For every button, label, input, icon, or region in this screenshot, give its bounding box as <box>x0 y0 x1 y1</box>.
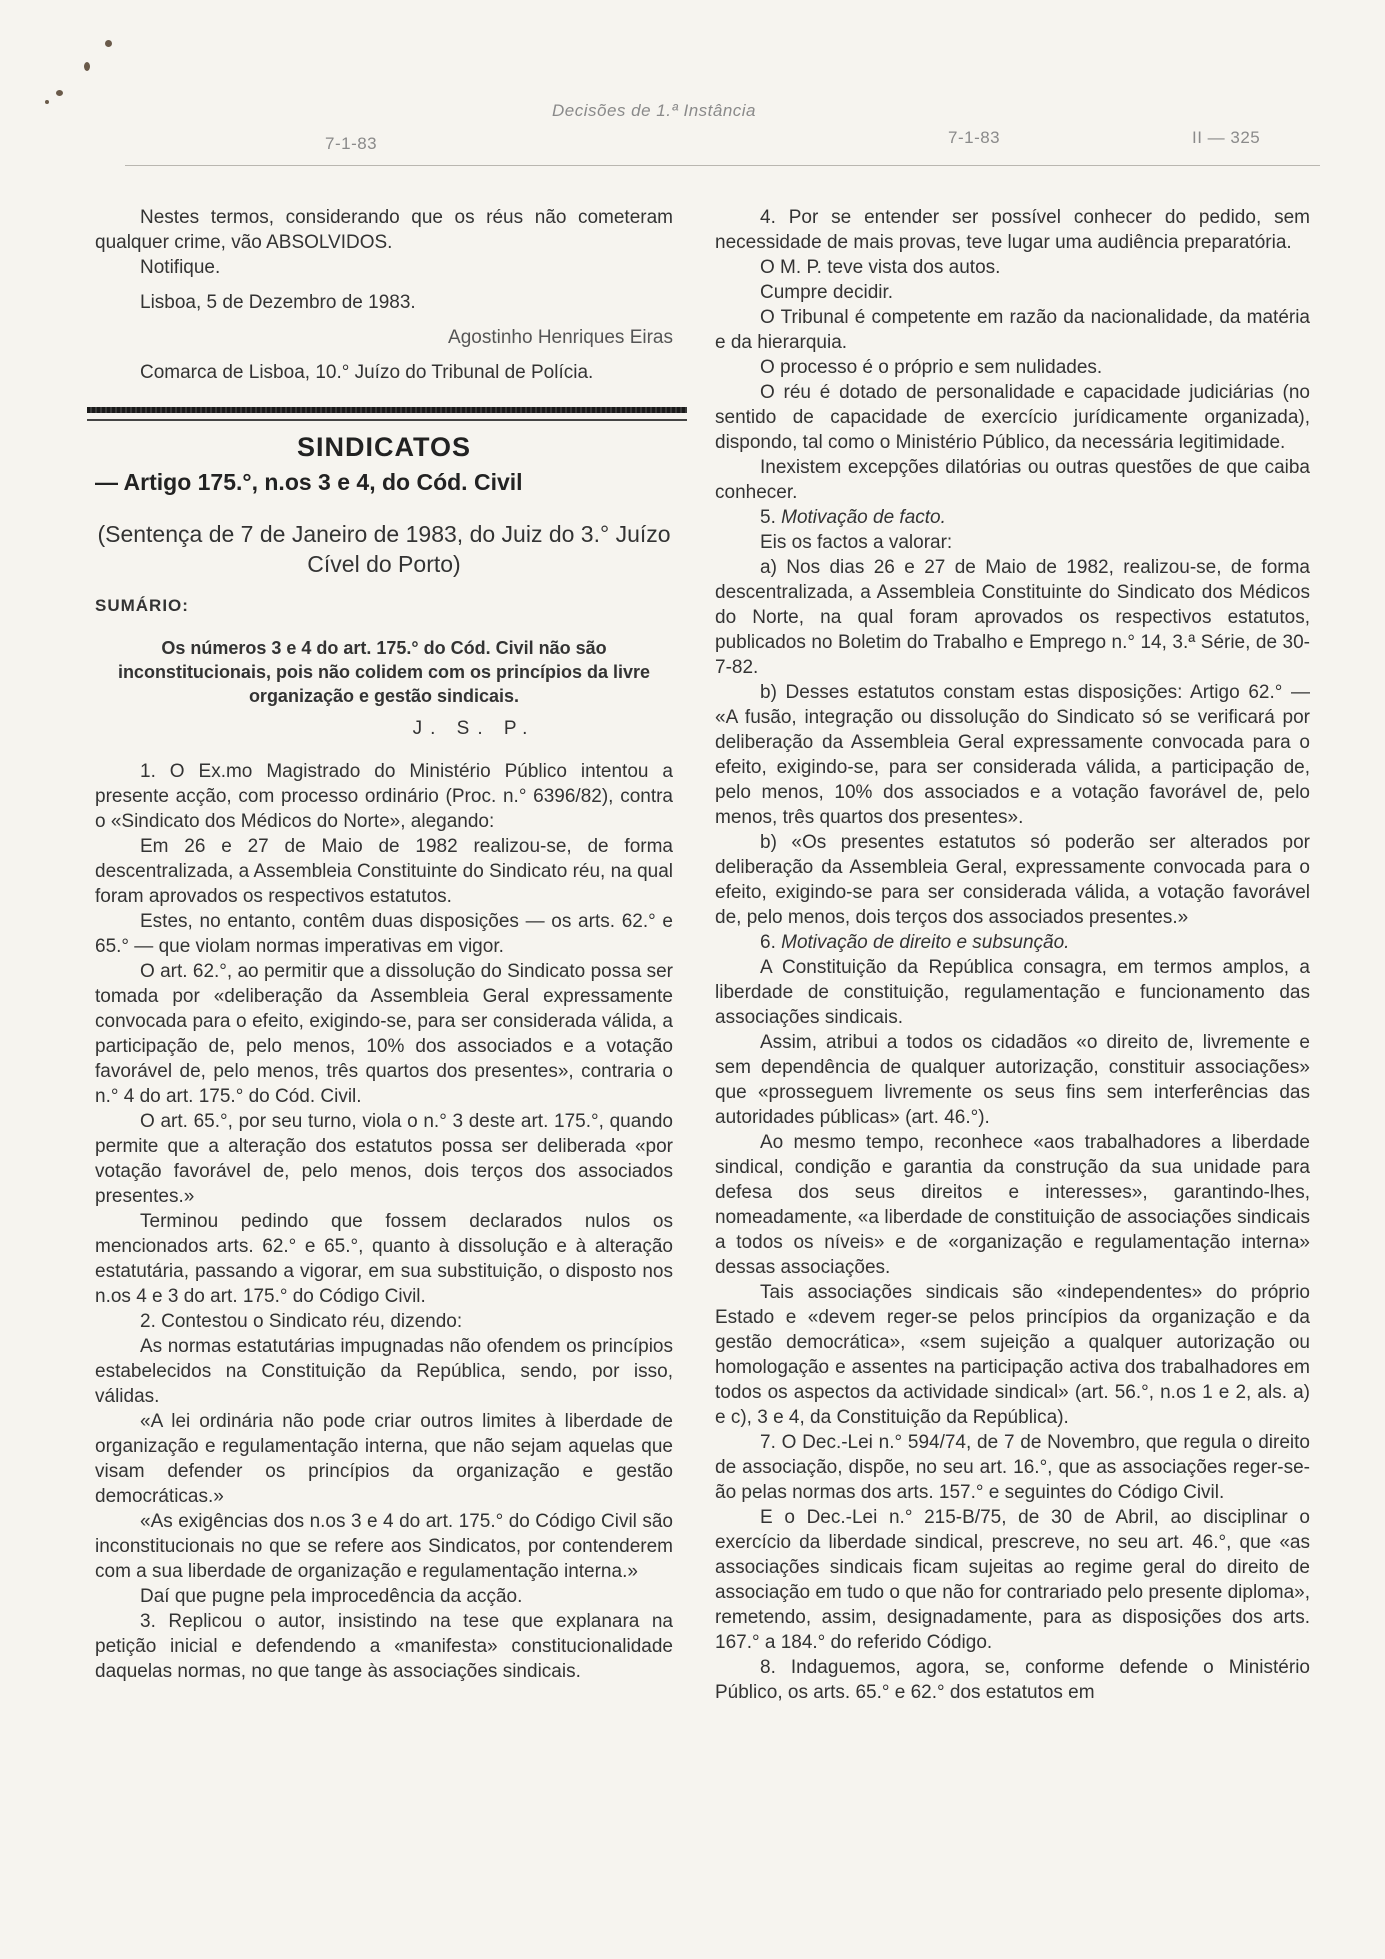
article-reference: — Artigo 175.°, n.os 3 e 4, do Cód. Civil <box>95 469 523 495</box>
body-paragraph: O Tribunal é competente em razão da nacionalidade, da matéria e da hierarquia. <box>715 307 1310 353</box>
author-initials: J. S. P. <box>412 718 536 739</box>
body-paragraph: 1. O Ex.mo Magistrado do Ministério Público intentou a presente acção, com processo ordinário (Proc. n.° 6396/82), contra o «Sindicato dos Médicos do Norte», alegando: <box>95 761 673 832</box>
subheading-law: 6. Motivação de direito e subsunção. <box>760 932 1070 953</box>
body-paragraph: Tais associações sindicais são «independentes» do próprio Estado e «devem reger-se pelos princípios da organização e da gestão democrática», «sem sujeição a qualquer autorização ou homologação e assentes na participação activa dos trabalhadores em todos os aspectos da actividade sindical» (art. 56.°, n.os 1 e 2, als. a) e c), 3 e 4, da Constituição da República). <box>715 1282 1310 1428</box>
section-divider <box>87 407 687 413</box>
header-left-date: 7-1-83 <box>325 134 378 153</box>
body-paragraph: A Constituição da República consagra, em termos amplos, a liberdade de constituição, regulamentação e funcionamento das associações sindicais. <box>715 957 1310 1028</box>
body-paragraph: E o Dec.-Lei n.° 215-B/75, de 30 de Abril, ao disciplinar o exercício da liberdade sindical, prescreve, no seu art. 46.°, que «as associações sindicais ficam sujeitas ao regime geral do direito de associação em tudo o que não for contrariado pelo presente diploma», remetendo, assim, designadamente, para as disposições dos arts. 167.° a 184.° do referido Código. <box>715 1507 1310 1653</box>
body-paragraph: 2. Contestou o Sindicato réu, dizendo: <box>140 1311 463 1332</box>
court-line: Comarca de Lisboa, 10.° Juízo do Tribunal de Polícia. <box>140 362 594 383</box>
body-paragraph: «As exigências dos n.os 3 e 4 do art. 175.° do Código Civil são inconstitucionais no que se refere aos Sindicatos, por contenderem com a sua liberdade de organização e regulamentação interna.» <box>95 1511 673 1582</box>
closing-paragraph: Nestes termos, considerando que os réus não cometeram qualquer crime, vão ABSOLVIDOS. <box>95 207 673 253</box>
body-paragraph: 8. Indaguemos, agora, se, conforme defende o Ministério Público, os arts. 65.° e 62.° dos estatutos em <box>715 1657 1310 1703</box>
page-header <box>0 96 1385 156</box>
body-paragraph: As normas estatutárias impugnadas não ofendem os princípios estabelecidos na Constituição da República, sendo, por isso, válidas. <box>95 1336 673 1407</box>
body-paragraph: b) Desses estatutos constam estas disposições: Artigo 62.° — «A fusão, integração ou dissolução do Sindicato só se verificará por deliberação da Assembleia Geral expressamente convocada para o efeito, exigindo-se, para ser considerada válida, a participação de, pelo menos, 10% dos associados e a votação favorável de, pelo menos, três quartos dos presentes». <box>715 682 1310 828</box>
body-paragraph: O M. P. teve vista dos autos. <box>760 257 1001 278</box>
ink-speck <box>84 62 90 71</box>
body-paragraph: 4. Por se entender ser possível conhecer do pedido, sem necessidade de mais provas, teve lugar uma audiência preparatória. <box>715 207 1310 253</box>
body-paragraph: O réu é dotado de personalidade e capacidade judiciárias (no sentido de capacidade de exercício jurídicamente organizada), dispondo, tal como o Ministério Público, da necessária legitimidade. <box>715 382 1310 453</box>
body-paragraph: Terminou pedindo que fossem declarados nulos os mencionados arts. 62.° e 65.°, quanto à dissolução e à alteração estatutária, passando a vigorar, em sua substituição, o disposto nos n.os 4 e 3 do art. 175.° do Código Civil. <box>95 1211 673 1307</box>
notify-line: Notifique. <box>140 257 221 278</box>
header-page-ref: II — 325 <box>1192 128 1261 147</box>
sentence-heading: (Sentença de 7 de Janeiro de 1983, do Juiz do 3.° Juízo Cível do Porto) <box>97 521 671 577</box>
body-paragraph: Inexistem excepções dilatórias ou outras questões de que caiba conhecer. <box>715 457 1310 503</box>
header-rule <box>125 165 1320 166</box>
body-paragraph: 7. O Dec.-Lei n.° 594/74, de 7 de Novembro, que regula o direito de associação, dispõe, no seu art. 16.°, que as associações reger-se-ão pelas normas dos arts. 157.° e seguintes do Código Civil. <box>715 1432 1310 1503</box>
body-paragraph: a) Nos dias 26 e 27 de Maio de 1982, realizou-se, de forma descentralizada, a Assembleia Constituinte do Sindicato dos Médicos do Norte, na qual foram aprovados os respectivos estatutos, publicados no Boletim do Trabalho e Emprego n.° 14, 3.ª Série, de 30-7-82. <box>715 557 1310 678</box>
header-title: Decisões de 1.ª Instância <box>552 101 757 120</box>
left-column <box>95 205 673 1684</box>
summary-label: SUMÁRIO: <box>95 596 189 615</box>
body-paragraph: Eis os factos a valorar: <box>760 532 953 553</box>
body-paragraph: Daí que pugne pela improcedência da acção. <box>140 1586 523 1607</box>
body-paragraph: Estes, no entanto, contêm duas disposições — os arts. 62.° e 65.° — que violam normas imperativas em vigor. <box>95 911 673 957</box>
section-title: SINDICATOS <box>296 432 472 462</box>
body-paragraph: O processo é o próprio e sem nulidades. <box>760 357 1103 378</box>
ink-speck <box>105 40 112 47</box>
body-paragraph: Assim, atribui a todos os cidadãos «o direito de, livremente e sem dependência de qualquer autorização, constituir associações» que «prosseguem livremente os seus fins sem interferências das autoridades públicas» (art. 46.°). <box>715 1032 1310 1128</box>
body-paragraph: Ao mesmo tempo, reconhece «aos trabalhadores a liberdade sindical, condição e garantia da construção da sua unidade para defesa dos seus direitos e interesses», garantindo-lhes, nomeadamente, «a liberdade de constituição de associações sindicais a todos os níveis» e de «organização e regulamentação interna» dessas associações. <box>715 1132 1310 1278</box>
judge-signature: Agostinho Henriques Eiras <box>448 327 673 348</box>
subheading-facts: 5. Motivação de facto. <box>760 507 946 528</box>
body-paragraph: Cumpre decidir. <box>760 282 894 303</box>
place-date-line: Lisboa, 5 de Dezembro de 1983. <box>140 292 416 313</box>
body-paragraph: «A lei ordinária não pode criar outros limites à liberdade de organização e regulamentação interna, que não sejam aquelas que visam defender os princípios da organização e gestão democráticas.» <box>95 1411 673 1507</box>
header-right-date: 7-1-83 <box>948 128 1001 147</box>
body-paragraph: O art. 62.°, ao permitir que a dissolução do Sindicato possa ser tomada por «deliberação da Assembleia Geral expressamente convocada para o efeito, exigindo-se, para ser considerada válida, a participação de, pelo menos, 10% dos associados e a votação favorável de, pelo menos, três quartos dos presentes», contraria o n.° 4 do art. 175.° do Cód. Civil. <box>95 961 673 1107</box>
body-paragraph: O art. 65.°, por seu turno, viola o n.° 3 deste art. 175.°, quando permite que a alteração dos estatutos possa ser deliberada «por votação favorável de, pelo menos, dois terços dos associados presentes.» <box>95 1111 673 1207</box>
summary-text: Os números 3 e 4 do art. 175.° do Cód. Civil não são inconstitucionais, pois não colidem com os princípios da livre organização e gestão sindicais. <box>117 638 651 706</box>
right-column <box>715 205 1310 1705</box>
body-paragraph: b) «Os presentes estatutos só poderão ser alterados por deliberação da Assembleia Geral, expressamente convocada para o efeito, exigindo-se para ser considerada válida, a votação favorável de, pelo menos, dois terços dos associados presentes.» <box>715 832 1310 928</box>
section-divider-thin <box>87 419 687 421</box>
body-paragraph: 3. Replicou o autor, insistindo na tese que explanara na petição inicial e defendendo a «manifesta» constitucionalidade daquelas normas, no que tange às associações sindicais. <box>95 1611 673 1682</box>
body-paragraph: Em 26 e 27 de Maio de 1982 realizou-se, de forma descentralizada, a Assembleia Constituinte do Sindicato réu, na qual foram aprovados os respectivos estatutos. <box>95 836 673 907</box>
